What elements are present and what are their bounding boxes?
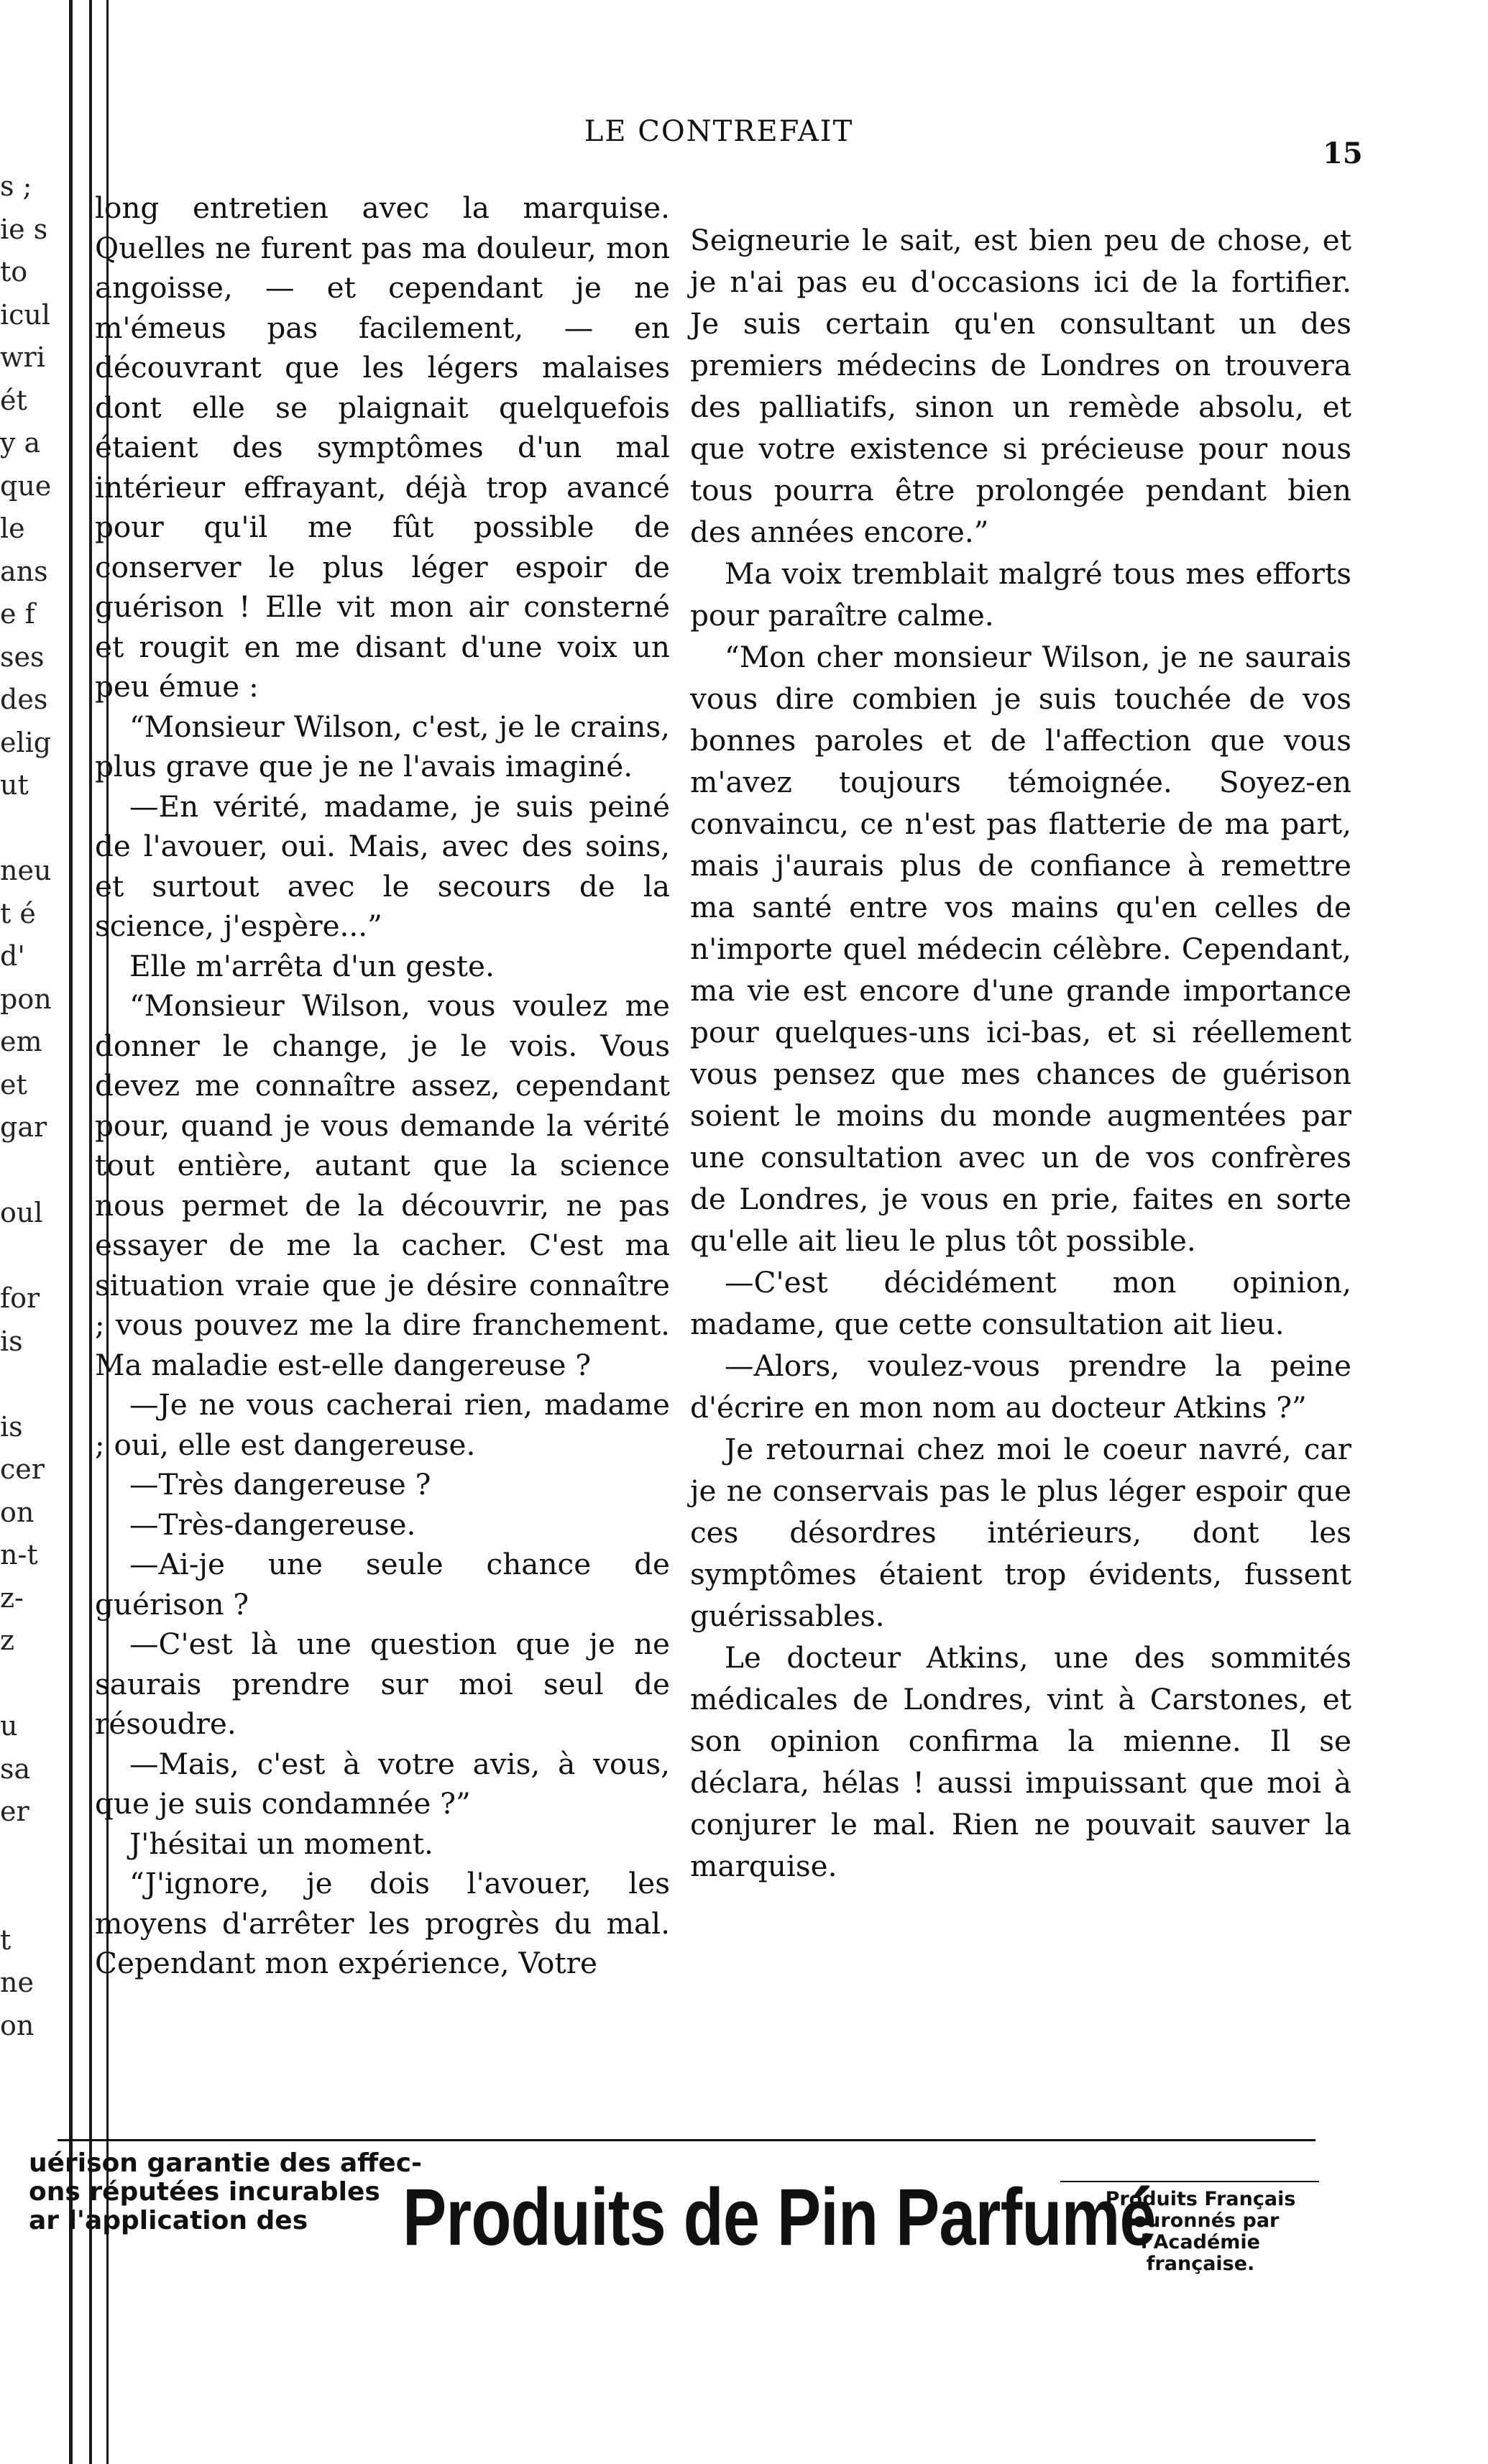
paragraph: Je retournai chez moi le coeur navré, car je ne conservais pas le plus léger espoir que ces désordres intérieurs, dont les symptômes étaient trop évidents, fussent guérissables.: [690, 1432, 1351, 1633]
paragraph: Seigneurie le sait, est bien peu de chose, et je n'ai pas eu d'occasions ici de la fortifier. Je suis certain qu'en consultant un des premiers médecins de Londres on trouvera des palliatifs, sinon un remède absolu, et que votre existence si précieuse pour nous tous pourra être prolongée pendant bien des années encore.”: [690, 223, 1351, 549]
binding-edge-line: [89, 0, 92, 2464]
page-number: 15: [1323, 137, 1363, 170]
paragraph: “Mon cher monsieur Wilson, je ne saurais vous dire combien je suis touchée de vos bonnes paroles et de l'affection que vous m'avez toujours témoignée. Soyez-en convaincu, ce n'est pas flatterie de ma part, mais j'aurais plus de confiance à remettre ma santé entre vos mains qu'en celles de n'importe quel médecin célèbre. Cependant, ma vie est encore d'une grande importance pour quelques-uns ici-bas, et si réellement vous pensez que mes chances de guérison soient le moins du monde augmentées par une consultation avec un de vos confrères de Londres, je vous en prie, faites en sorte qu'elle ait lieu le plus tôt possible.: [690, 640, 1351, 1258]
paragraph: —Ai-je une seule chance de guérison ?: [95, 1547, 670, 1622]
adjacent-page-bleed-text: s ; ie s to icul wri ét y a que le ans e f ses des elig ut neu t é d' pon em et gar oul for is is cer on n-t z- z u sa er t ne on: [0, 170, 52, 2041]
paragraph: —En vérité, madame, je suis peiné de l'avouer, oui. Mais, avec des soins, et surtout avec le secours de la science, j'espère...”: [95, 789, 670, 943]
paragraph: Le docteur Atkins, une des sommités médicales de Londres, vint à Carstones, et son opinion confirma la mienne. Il se déclara, hélas ! aussi impuissant que moi à conjurer le mal. Rien ne pouvait sauver la marquise.: [690, 1640, 1351, 1883]
paragraph: “J'ignore, je dois l'avouer, les moyens d'arrêter les progrès du mal. Cependant mon expérience, Votre: [95, 1866, 670, 1980]
paragraph: —Très-dangereuse.: [129, 1507, 416, 1542]
paragraph: Ma voix tremblait malgré tous mes efforts pour paraître calme.: [690, 556, 1351, 633]
advertisement-title: Produits de Pin Parfumé: [403, 2172, 1156, 2262]
paragraph: long entretien avec la marquise. Quelles ne furent pas ma douleur, mon angoisse, — et cependant je ne m'émeus pas facilement, — en découvrant que les légers malaises dont elle se plaignait quelquefois étaient des symptômes d'un mal intérieur effrayant, déjà trop avancé pour qu'il me fût possible de conserver le plus léger espoir de guérison ! Elle vit mon air consterné et rougit en me disant d'une voix un peu émue :: [95, 190, 670, 704]
ad-line: ons réputées incurables: [29, 2177, 380, 2207]
paragraph: J'hésitai un moment.: [129, 1826, 433, 1861]
advertisement-right-text: [1078, 2189, 1323, 2275]
running-header-title: LE CONTREFAIT: [584, 115, 854, 148]
ad-line: ar l'application des: [29, 2206, 308, 2235]
footer-divider: [58, 2139, 1315, 2141]
ad-line: l'Académie: [1141, 2231, 1260, 2253]
ad-line: française.: [1146, 2253, 1255, 2275]
paragraph: —Alors, voulez-vous prendre la peine d'écrire en mon nom au docteur Atkins ?”: [690, 1348, 1351, 1425]
paragraph: —C'est décidément mon opinion, madame, que cette consultation ait lieu.: [690, 1265, 1351, 1341]
paragraph: —Je ne vous cacherai rien, madame ; oui, elle est dangereuse.: [95, 1387, 670, 1462]
paragraph: “Monsieur Wilson, vous voulez me donner le change, je le vois. Vous devez me connaître assez, cependant pour, quand je vous demande la vérité tout entière, autant que la science nous permet de la découvrir, ne pas essayer de me la cacher. C'est ma situation vraie que je désire connaître ; vous pouvez me la dire franchement. Ma maladie est-elle dangereuse ?: [95, 988, 670, 1382]
advertisement-left-text: [29, 2148, 422, 2235]
right-text-column: [690, 219, 1351, 1887]
paragraph: Elle m'arrêta d'un geste.: [129, 948, 495, 983]
paragraph: —Très dangereuse ?: [129, 1467, 431, 1502]
paragraph: —C'est là une question que je ne saurais prendre sur moi seul de résoudre.: [95, 1627, 670, 1741]
paragraph: “Monsieur Wilson, c'est, je le crains, plus grave que je ne l'avais imaginé.: [95, 709, 670, 783]
ad-line: Produits Français: [1105, 2188, 1296, 2210]
paragraph: —Mais, c'est à votre avis, à vous, que je suis condamnée ?”: [95, 1746, 670, 1821]
ad-line: couronnés par: [1121, 2210, 1280, 2232]
left-text-column: [95, 188, 670, 1984]
ad-line: uérison garantie des affec-: [29, 2148, 422, 2178]
